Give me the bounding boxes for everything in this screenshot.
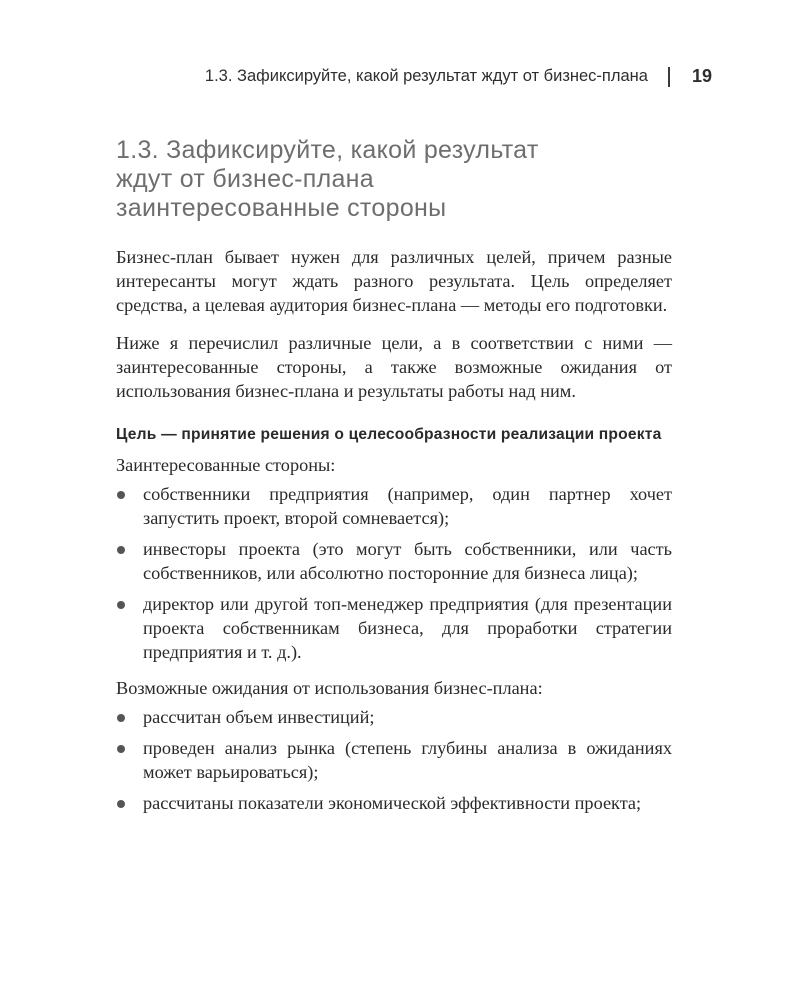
paragraph-overview: Ниже я перечислил различные цели, а в соответствии с ними — заинтересованные стороны, а также возможные ожидания от использования бизнес-плана и результаты работы над ним. — [116, 333, 672, 401]
bullet-icon — [117, 546, 125, 554]
section-title-line-1: 1.3. Зафиксируйте, какой результат — [116, 136, 539, 164]
list-item-text: инвесторы проекта (это могут быть собственники, или часть собственников, или абсолютно посторонние для бизнеса лица); — [143, 539, 672, 583]
list-item — [116, 537, 672, 585]
section-title-line-3: заинтересованные стороны — [116, 194, 447, 222]
bullet-icon — [117, 800, 125, 808]
list-item-text: собственники предприятия (например, один партнер хочет запустить проект, второй сомневается); — [143, 484, 672, 528]
section-title — [116, 136, 672, 223]
list-item — [116, 791, 672, 815]
stakeholders-list — [116, 482, 672, 664]
list-item — [116, 592, 672, 664]
list-item — [116, 736, 672, 784]
section-title-line-2: ждут от бизнес-плана — [116, 165, 374, 193]
list-item — [116, 705, 672, 729]
list-item — [116, 482, 672, 530]
bullet-icon — [117, 745, 125, 753]
list-item-text: проведен анализ рынка (степень глубины анализа в ожиданиях может варьироваться); — [143, 738, 672, 782]
list-item-text: рассчитаны показатели экономической эффективности проекта; — [143, 793, 642, 813]
bullet-icon — [117, 491, 125, 499]
goal-heading: Цель — принятие решения о целесообразности реализации проекта — [116, 426, 662, 443]
expectations-intro: Возможные ожидания от использования бизнес-плана: — [116, 678, 543, 698]
list-item-text: директор или другой топ-менеджер предприятия (для презентации проекта собственникам бизнеса, для проработки стратегии предприятия и т. д.). — [143, 594, 672, 662]
bullet-icon — [117, 601, 125, 609]
expectations-list — [116, 705, 672, 815]
stakeholders-intro: Заинтересованные стороны: — [116, 455, 336, 475]
running-header — [205, 66, 712, 87]
paragraph-purpose: Бизнес-план бывает нужен для различных целей, причем разные интересанты могут ждать разного результата. Цель определяет средства, а целевая аудитория бизнес-плана — методы его подготовки. — [116, 247, 672, 315]
running-header-title: 1.3. Зафиксируйте, какой результат ждут от бизнес-плана — [204, 67, 648, 85]
list-item-text: рассчитан объем инвестиций; — [143, 707, 375, 727]
page-body — [116, 136, 672, 827]
header-separator — [668, 67, 670, 87]
bullet-icon — [117, 714, 125, 722]
page-number: 19 — [691, 66, 712, 86]
